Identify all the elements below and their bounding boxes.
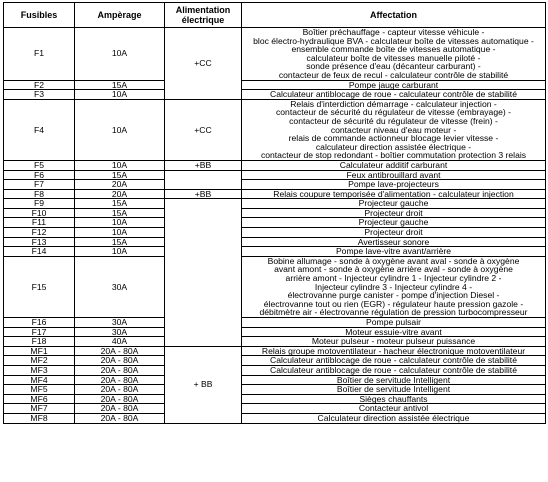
function-line: Moteur pulseur - moteur pulseur puissance xyxy=(311,336,476,347)
fuse-amperage: 20A - 80A xyxy=(75,365,165,375)
table-row xyxy=(4,413,546,423)
fuse-supply: + BB xyxy=(165,346,242,423)
table-row xyxy=(4,256,546,317)
fuse-function xyxy=(242,199,546,209)
table-row xyxy=(4,90,546,100)
fuse-id: F3 xyxy=(4,90,75,100)
fuse-amperage: 20A - 80A xyxy=(75,413,165,423)
fuse-amperage: 20A xyxy=(75,189,165,199)
table-row xyxy=(4,365,546,375)
table-row xyxy=(4,327,546,337)
fuse-amperage: 10A xyxy=(75,218,165,228)
fuse-table xyxy=(3,2,546,424)
function-line: calculateur boîte de vitesses manuelle piloté - xyxy=(306,52,481,63)
fuse-id: F6 xyxy=(4,170,75,180)
function-line: Relais coupure temporisée d'alimentation - calculateur injection xyxy=(273,189,514,199)
fuse-id: MF5 xyxy=(4,385,75,395)
fuse-amperage: 20A - 80A xyxy=(75,346,165,356)
fuse-function xyxy=(242,180,546,190)
function-line: Pompe pulsair xyxy=(366,317,421,327)
fuse-function xyxy=(242,28,546,81)
fuse-function xyxy=(242,337,546,347)
function-line: Bobine allumage - sonde à oxygène avant aval - sonde à oxygène xyxy=(267,256,520,266)
fuse-amperage: 20A - 80A xyxy=(75,375,165,385)
header-supply xyxy=(165,3,242,28)
fuse-function xyxy=(242,356,546,366)
fuse-id: F13 xyxy=(4,237,75,247)
function-line: contacteur de stop redondant - boîtier commutation protection 3 relais xyxy=(260,150,527,161)
fuse-amperage: 20A - 80A xyxy=(75,404,165,414)
table-row xyxy=(4,28,546,81)
fuse-id: MF6 xyxy=(4,394,75,404)
table-row xyxy=(4,318,546,328)
fuse-function xyxy=(242,189,546,199)
function-line: débitmètre air - électrovanne régulation de pression turbocompresseur xyxy=(259,307,528,318)
function-line: Avertisseur sonore xyxy=(357,237,430,247)
table-row xyxy=(4,199,546,209)
fuse-amperage: 15A xyxy=(75,237,165,247)
fuse-amperage: 10A xyxy=(75,99,165,160)
fuse-id: F17 xyxy=(4,327,75,337)
fuse-function xyxy=(242,404,546,414)
header-function: Affectation xyxy=(242,3,546,28)
function-line: Sièges chauffants xyxy=(359,394,428,404)
table-row xyxy=(4,189,546,199)
fuse-id: F4 xyxy=(4,99,75,160)
fuse-function xyxy=(242,375,546,385)
function-line: bloc électro-hydraulique BVA - calculateur boîte de vitesses automatique - xyxy=(253,35,534,46)
table-row xyxy=(4,160,546,170)
fuse-id: F7 xyxy=(4,180,75,190)
function-line: électrovanne tout ou rien (EGR) - régulateur haute pression gazole - xyxy=(263,298,524,309)
fuse-amperage: 20A - 80A xyxy=(75,394,165,404)
fuse-id: MF2 xyxy=(4,356,75,366)
fuse-table-wrapper xyxy=(3,2,546,424)
function-line: Pompe jauge carburant xyxy=(348,80,439,90)
fuse-id: F15 xyxy=(4,256,75,317)
fuse-id: F10 xyxy=(4,208,75,218)
fuse-function xyxy=(242,237,546,247)
fuse-function xyxy=(242,247,546,257)
fuse-function xyxy=(242,160,546,170)
function-line: Relais d'interdiction démarrage - calculateur injection - xyxy=(290,99,497,109)
table-row xyxy=(4,228,546,238)
fuse-amperage: 15A xyxy=(75,208,165,218)
function-line: calculateur direction assistée électrique - xyxy=(315,141,472,152)
function-line: Projecteur droit xyxy=(364,208,423,218)
function-line: Pompe lave-projecteurs xyxy=(348,179,439,190)
function-line: contacteur niveau d'eau moteur - xyxy=(330,124,457,135)
fuse-function xyxy=(242,80,546,90)
fuse-function xyxy=(242,90,546,100)
fuse-id: MF1 xyxy=(4,346,75,356)
fuse-id: F8 xyxy=(4,189,75,199)
function-line: électrovanne purge canister - pompe d'injection Diesel - xyxy=(287,290,500,301)
header-row xyxy=(4,3,546,28)
fuse-id: MF8 xyxy=(4,413,75,423)
fuse-id: F9 xyxy=(4,199,75,209)
function-line: avant amont - sonde à oxygène arrière aval - sonde à oxygène xyxy=(274,264,513,275)
function-line: Calculateur additif carburant xyxy=(339,160,448,170)
table-row xyxy=(4,337,546,347)
function-line: Boîtier de servitude Intelligent xyxy=(336,384,451,395)
fuse-id: F1 xyxy=(4,28,75,81)
fuse-function xyxy=(242,385,546,395)
function-line: Projecteur gauche xyxy=(358,217,429,228)
fuse-supply: +BB xyxy=(165,160,242,170)
function-line: Projecteur gauche xyxy=(358,198,429,209)
function-line: Boîtier de servitude Intelligent xyxy=(336,375,451,385)
header-fuse: Fusibles xyxy=(4,3,75,28)
function-line: Calculateur antiblocage de roue - calculateur contrôle de stabilité xyxy=(270,89,517,100)
fuse-supply: +BB xyxy=(165,189,242,199)
table-row xyxy=(4,99,546,160)
fuse-table-body xyxy=(4,28,546,424)
fuse-supply: +CC xyxy=(165,99,242,160)
fuse-id: F16 xyxy=(4,318,75,328)
fuse-function xyxy=(242,318,546,328)
function-line: Contacteur antivol xyxy=(358,403,429,414)
function-line: Relais groupe motoventilateur - hacheur électronique motoventilateur xyxy=(261,346,526,356)
function-line: Calculateur antiblocage de roue - calculateur contrôle de stabilité xyxy=(270,365,517,375)
table-row xyxy=(4,237,546,247)
function-line: Feux antibrouillard avant xyxy=(346,170,441,180)
fuse-amperage: 10A xyxy=(75,28,165,81)
function-line: Projecteur droit xyxy=(364,227,423,238)
fuse-function xyxy=(242,256,546,317)
function-line: relais de commande actionneur blocage levier vitesse - xyxy=(288,133,499,144)
fuse-amperage: 30A xyxy=(75,256,165,317)
fuse-amperage: 20A xyxy=(75,180,165,190)
function-line: Pompe lave-vitre avant/arrière xyxy=(335,246,452,257)
fuse-amperage: 10A xyxy=(75,228,165,238)
function-line: Moteur essuie-vitre avant xyxy=(345,327,442,337)
fuse-amperage: 20A - 80A xyxy=(75,385,165,395)
table-row xyxy=(4,346,546,356)
fuse-amperage: 10A xyxy=(75,160,165,170)
function-line: arrière amont - Injecteur cylindre 1 - Injecteur cylindre 2 - xyxy=(285,273,502,284)
table-row xyxy=(4,208,546,218)
fuse-function xyxy=(242,228,546,238)
fuse-supply: +CC xyxy=(165,28,242,100)
table-row xyxy=(4,247,546,257)
fuse-amperage: 15A xyxy=(75,80,165,90)
fuse-supply xyxy=(165,170,242,189)
fuse-function xyxy=(242,327,546,337)
fuse-amperage: 10A xyxy=(75,90,165,100)
fuse-amperage: 10A xyxy=(75,247,165,257)
table-row xyxy=(4,80,546,90)
function-line: Calculateur direction assistée électrique xyxy=(317,413,470,423)
table-row xyxy=(4,394,546,404)
fuse-supply xyxy=(165,199,242,347)
fuse-id: MF3 xyxy=(4,365,75,375)
fuse-amperage: 40A xyxy=(75,337,165,347)
function-line: contacteur de feux de recul - calculateur contrôle de stabilité xyxy=(278,69,509,80)
fuse-function xyxy=(242,394,546,404)
header-supply-line-2: électrique xyxy=(181,15,225,25)
header-supply-line-1: Alimentation xyxy=(175,5,231,15)
fuse-amperage: 15A xyxy=(75,170,165,180)
function-line: contacteur de sécurité du régulateur de vitesse (embrayage) - xyxy=(275,107,512,118)
fuse-function xyxy=(242,365,546,375)
fuse-function xyxy=(242,346,546,356)
function-line: contacteur de sécurité du régulateur de vitesse (frein) - xyxy=(289,115,498,126)
table-row xyxy=(4,375,546,385)
fuse-function xyxy=(242,208,546,218)
table-row xyxy=(4,356,546,366)
table-row xyxy=(4,218,546,228)
table-row xyxy=(4,180,546,190)
fuse-id: MF4 xyxy=(4,375,75,385)
fuse-id: F14 xyxy=(4,247,75,257)
function-line: Calculateur antiblocage de roue - calculateur contrôle de stabilité xyxy=(270,355,517,366)
table-row xyxy=(4,170,546,180)
fuse-function xyxy=(242,170,546,180)
fuse-function xyxy=(242,218,546,228)
function-line: ensemble commande boîte de vitesses automatique - xyxy=(291,44,496,55)
table-row xyxy=(4,404,546,414)
fuse-id: F2 xyxy=(4,80,75,90)
fuse-amperage: 30A xyxy=(75,327,165,337)
function-line: Injecteur cylindre 3 - Injecteur cylindre 4 - xyxy=(314,281,473,292)
fuse-id: F12 xyxy=(4,228,75,238)
function-line: sonde présence d'eau (décanteur carburant) - xyxy=(306,61,481,72)
fuse-amperage: 15A xyxy=(75,199,165,209)
fuse-amperage: 20A - 80A xyxy=(75,356,165,366)
fuse-id: F18 xyxy=(4,337,75,347)
fuse-function xyxy=(242,413,546,423)
fuse-function xyxy=(242,99,546,160)
fuse-amperage: 30A xyxy=(75,318,165,328)
fuse-id: MF7 xyxy=(4,404,75,414)
header-amperage: Ampèrage xyxy=(75,3,165,28)
fuse-id: F5 xyxy=(4,160,75,170)
function-line: Boîtier préchauffage - capteur vitesse véhicule - xyxy=(302,27,485,37)
table-row xyxy=(4,385,546,395)
fuse-id: F11 xyxy=(4,218,75,228)
